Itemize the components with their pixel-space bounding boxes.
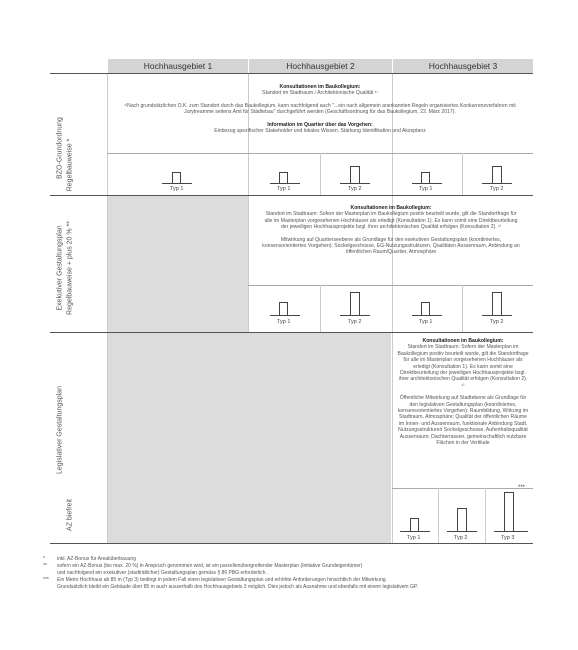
row-label-bzo-grundordnung: BZO-Grundordnung: [56, 117, 64, 179]
footnote: [43, 584, 418, 590]
footnote-text: Ein Metro Hochhaus ab 85 m (Typ 3) bedingt in jedem Fall einen legislativen Gestaltungsplan und erhöhte Anforderungen hinsichtlich der Mitwirkung.: [57, 577, 387, 583]
building-typ1-icon: [421, 302, 430, 316]
row1-title: Konsultationen im Baukollegium:: [279, 84, 361, 90]
row1-body: ¹⁾Nach grundsätzlichen O.K. zum Standort durch das Baukollegium, kann nachfolgend auch "...ein nach allgemein anerkannten Regeln organisiertes Konkurrenzverfahren mit Jurytreamme seitens Amt für Städtebau" durchgeführt werden (Geschäftsordnung für das Baukollegium, 22. März 2017).: [124, 102, 516, 116]
type-label: Typ 1: [419, 319, 433, 325]
building-typ2-icon: [350, 292, 360, 316]
row3-body: Standort im Stadtraum: Sofern der Masterplan im Baukollegium positiv beurteilt wurde, gilt die Standortfrage für alle im Masterplan vorgesehenen Hochhäuser als erledigt (Konsultation 1). Es kann somit eine Direktbeurteilung der jeweiligen Hochhausprojekte bzgl. ihrer architektonischen Qualität erfolgen (Konsultation 2). ¹⁾: [397, 344, 529, 389]
row1-subtitle: Standort im Stadtraum / Architektonische Qualität ¹⁾: [262, 90, 378, 97]
building-typ2-icon: [492, 166, 502, 184]
row-sublabel-az-befreit: AZ biefreit: [66, 499, 74, 531]
row-label-legislativer-gestaltungsplan: Legislativer Gestaltungsplan: [56, 386, 64, 474]
building-typ2-icon: [492, 292, 502, 316]
building-typ1-icon: [410, 518, 419, 532]
row1-title2: Information im Quartier über das Vorgehen:: [267, 121, 373, 128]
row3-text-block: [397, 338, 529, 447]
row1-subdivider: [462, 153, 463, 195]
ground-line: [482, 315, 512, 316]
ground-line: [270, 315, 300, 316]
not-applicable-area: [108, 333, 391, 543]
type-label: Typ 2: [348, 319, 362, 325]
footnote-mark: *: [43, 556, 45, 562]
footnote: [43, 570, 267, 576]
row-sublabel-regelbauweise-plus: Regelbauweise + plus 20 % **: [66, 221, 74, 315]
type-label: Typ 1: [277, 186, 291, 192]
row1-subdivider: [320, 153, 321, 195]
type-label: Typ 3: [501, 535, 515, 541]
ground-line: [400, 531, 430, 532]
column-header-hochhausgebiet-1: Hochhausgebiet 1: [107, 59, 248, 73]
row1-body2: Einbezug spezifischer Stakeholder und lokales Wissen, Stärkung Identifikation und Akzeptanz: [214, 128, 426, 135]
type-label: Typ 1: [419, 186, 433, 192]
row-sublabel-regelbauweise: Regelbauweise *: [66, 138, 74, 192]
ground-line: [340, 183, 370, 184]
type-label: Typ 2: [348, 186, 362, 192]
building-typ3-icon: [504, 492, 514, 532]
ground-line: [482, 183, 512, 184]
type-label: Typ 1: [277, 319, 291, 325]
row3-subdivider: [438, 488, 439, 543]
footnote-text: und nachfolgend ein exekutiver (stadträtlicher) Gestaltungsplan gemäss § 86 PBG erforderlich.: [57, 570, 267, 576]
ground-line: [412, 315, 442, 316]
column-header-hochhausgebiet-2: Hochhausgebiet 2: [248, 59, 392, 73]
type-label: Typ 1: [407, 535, 421, 541]
column-header-hochhausgebiet-3: Hochhausgebiet 3: [392, 59, 533, 73]
row-divider: [50, 73, 533, 74]
footnote-text: Grundsätzlich bleibt ein Gebäude über 85 m auch ausserhalb des Hochhausgebiets 3 möglich. Dies jedoch als Ausnahme und ebenfalls mit einem legislativem GP.: [57, 584, 418, 590]
row3-title: Konsultationen im Baukollegium:: [422, 338, 504, 344]
type-label: Typ 2: [490, 186, 504, 192]
row2-body2: Mitwirkung auf Quartierseebene als Grundlage für den exekutiven Gestaltungsplan (koordiniertes, konsensorientiertes Vorgehen): Sockelgeschosse, EG-Nutzungsstrukturen, Qualitäten Aussenraum, Anbindung an öffentlichen Raum/Quartier, Atmosphäre: [262, 236, 520, 256]
ground-line: [162, 183, 192, 184]
building-typ2-icon: [350, 166, 360, 184]
ground-line: [447, 531, 477, 532]
ground-line: [270, 183, 300, 184]
row-label-exekutiver-gestaltungsplan: Exekutiver Gestaltungsplan: [56, 225, 64, 311]
row3-body2: Öffentliche Mitwirkung auf Stadtebene als Grundlage für den legislativen Gestaltungsplan (koordiniertes, konsensorientiertes Vorgehen): Raumbildung, Wirkung im Stadtraum, Atmosphäre; Qualität der öffentlichen Räume im Innen- und Aussenraum, funktionale Anbindung Stadt, Nutzungsstrukturen Sockelgeschosse, Aufenthaltsqualität Aussenraum; Dachterrassen, gemeinschaftlich nutzbare Flächen in der Vertikale: [397, 395, 529, 447]
row2-title: Konsultationen im Baukollegium:: [350, 205, 432, 211]
row2-body: Standort im Stadtraum: Sofern der Masterplan im Baukollegium positiv beurteilt wurde, gilt die Standortfrage für alle im Masterplan vorgesehenen Hochhäuser als erledigt (Konsultation 1). Es kann somit eine Direktbeurteilung der jeweiligen Hochhausprojekte bzgl. ihrer architektonischen Qualität erfolgen (Konsultation 2). ¹⁾: [264, 211, 518, 231]
type-label: Typ 2: [490, 319, 504, 325]
row-divider: [50, 543, 533, 544]
row2-subdivider: [320, 285, 321, 332]
building-typ2-icon: [457, 508, 467, 532]
footnote-text: inkl. AZ-Bonus für Arealüberbauung: [57, 556, 136, 562]
row1-text-block: [120, 84, 520, 134]
column-divider: [392, 73, 393, 543]
row3-building-baseline: [392, 488, 533, 489]
row3-subdivider: [485, 488, 486, 543]
row2-subdivider: [462, 285, 463, 332]
ground-line: [340, 315, 370, 316]
footnote: [43, 563, 362, 569]
ground-line: [494, 531, 528, 532]
footnote-marker: ***: [518, 485, 526, 491]
row2-building-baseline: [248, 285, 533, 286]
type-label: Typ 2: [454, 535, 468, 541]
footnote-mark: ***: [43, 577, 49, 583]
footnote: [43, 556, 136, 562]
building-typ1-icon: [279, 302, 288, 316]
row2-text-block: [262, 205, 520, 256]
footnote-text: sofern ein AZ-Bonus (bis max. 20 %) in Anspruch genommen wird, ist ein parzellenübergreifender Masterplan (Initiative Grundeigentümer): [57, 563, 363, 569]
ground-line: [412, 183, 442, 184]
not-applicable-area: [108, 196, 248, 332]
footnote-mark: **: [43, 563, 47, 569]
type-label: Typ 1: [170, 186, 184, 192]
footnote: [43, 577, 387, 583]
